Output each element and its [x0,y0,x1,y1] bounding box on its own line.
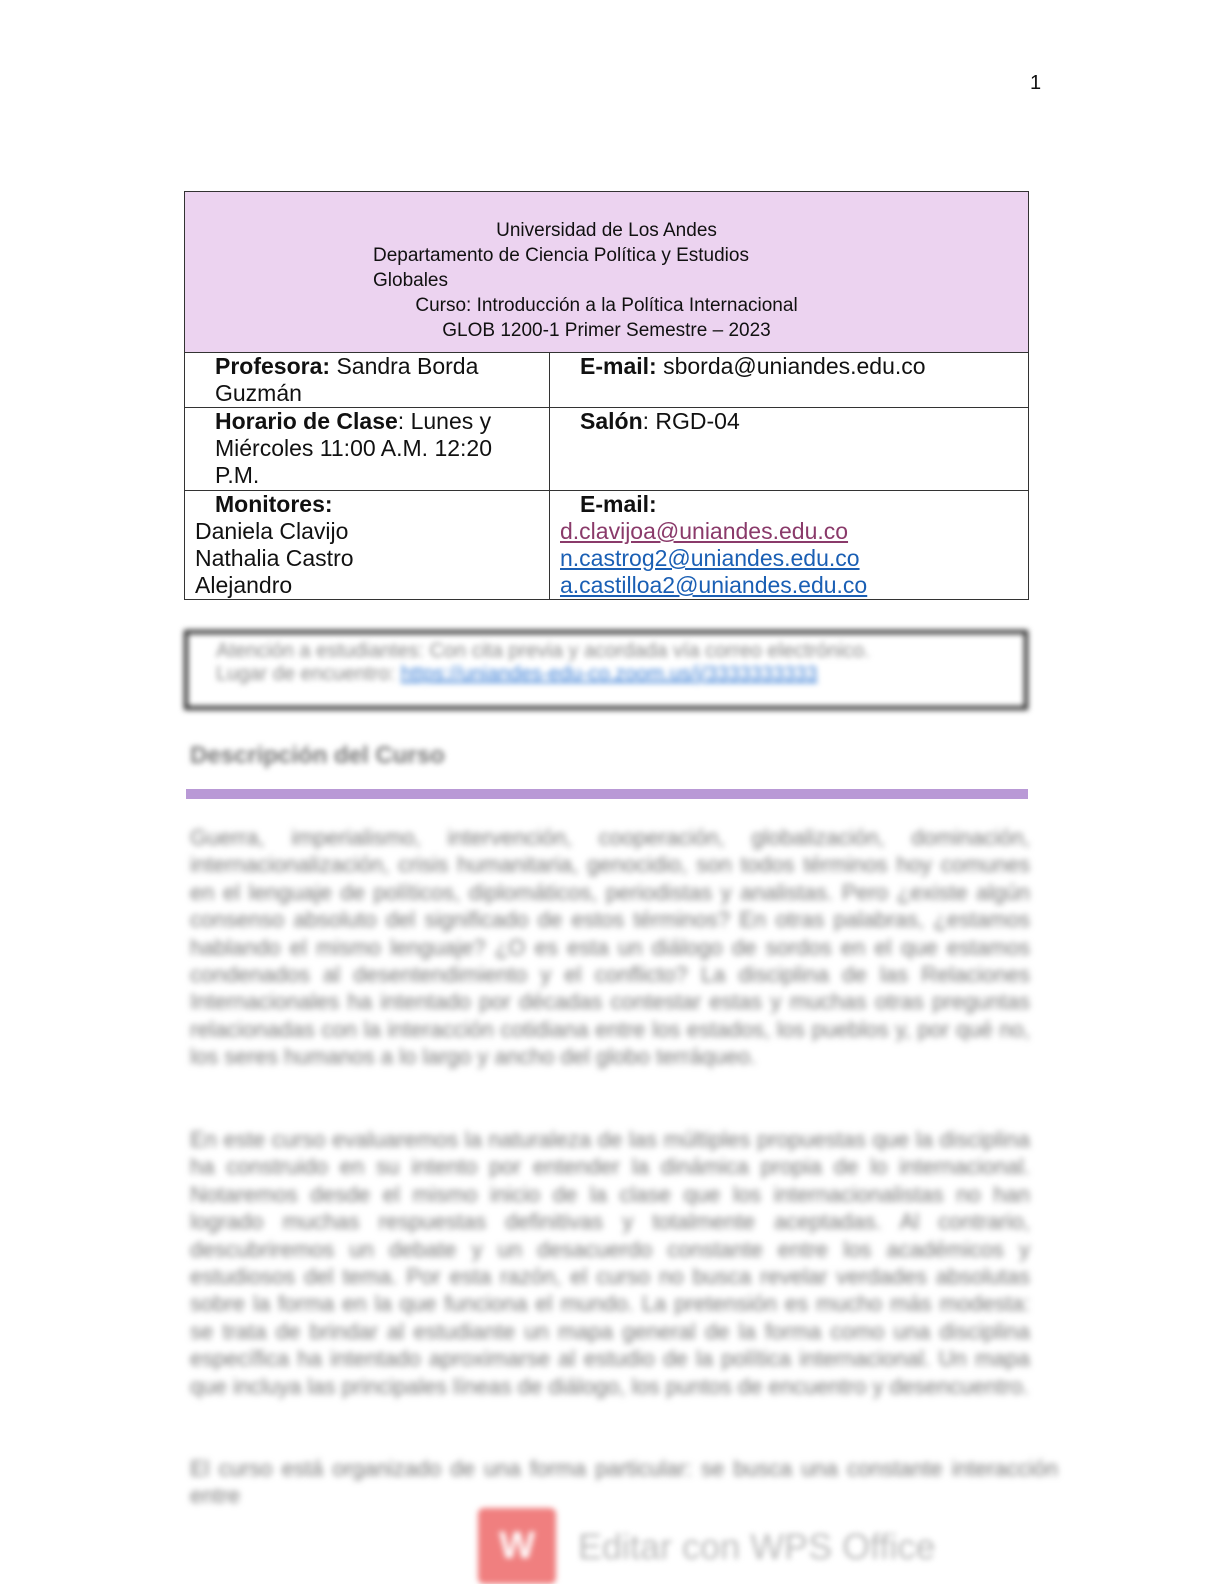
attention-text: Atención a estudiantes: Con cita previa y acordada vía correo electrónico. [216,640,870,662]
course-name: Curso: Introducción a la Política Internacional [415,295,798,316]
schedule-value-line3: P.M. [215,462,260,488]
department-line1: Departamento de Ciencia Política y Estudios [373,245,749,266]
wps-edit-banner[interactable] [478,1508,958,1584]
monitors-label: Monitores: [215,491,333,517]
monitor-email-link[interactable]: n.castrog2@uniandes.edu.co [560,545,860,571]
section-title: Descripción del Curso [190,742,445,769]
course-info-table [184,191,1029,600]
professor-cell [185,353,550,408]
professor-email: sborda@uniandes.edu.co [663,353,926,379]
monitor-name: Alejandro [195,572,293,598]
monitors-email-label: E-mail: [580,491,657,517]
email-label: E-mail: [580,353,657,379]
schedule-cell [185,408,550,491]
room-label: Salón [580,408,643,434]
monitor-name: Daniela Clavijo [195,518,349,544]
room-cell [550,408,1029,491]
zoom-link[interactable]: https://uniandes-edu-co.zoom.us/j/3333333333 [400,663,818,685]
university-name: Universidad de Los Andes [496,220,717,241]
monitor-name: Nathalia Castro [195,545,354,571]
monitor-email-link[interactable]: d.clavijoa@uniandes.edu.co [560,518,849,544]
course-code: GLOB 1200-1 Primer Semestre – 2023 [442,320,771,341]
course-header [185,192,1029,353]
professor-name-line2: Guzmán [215,380,302,406]
attention-box [184,630,1028,710]
professor-email-cell [550,353,1029,408]
room-value: : RGD-04 [642,408,740,434]
description-paragraph: El curso está organizado de una forma particular: se busca una constante interacción entre [190,1456,1058,1509]
schedule-value-line2: Miércoles 11:00 A.M. 12:20 [215,435,492,461]
wps-edit-label: Editar con WPS Office [578,1526,936,1567]
description-paragraph: Guerra, imperialismo, intervención, cooperación, globalización, dominación, internacionalización, crisis humanitaria, genocidio, son todos términos hoy comunes en el lenguaje de políticos, diplomáticos, periodistas y analistas. Pero ¿existe algún consenso absoluto del significado de estos términos? En otras palabras, ¿estamos hablando el mismo lenguaje? ¿O es esta un diálogo de sordos en el que estamos condenados al desentendimiento y el conflicto? La disciplina de las Relaciones Internacionales ha intentado por décadas contestar estas y muchas otras preguntas relacionadas con la interacción cotidiana entre los estados, los pueblos y, por qué no, los seres humanos a lo largo y ancho del globo terráqueo. [190,825,1030,1070]
monitor-email-link[interactable]: a.castilloa2@uniandes.edu.co [560,572,868,598]
department-line2: Globales [373,270,448,291]
professor-name-line1: Sandra Borda [336,353,479,379]
professor-label: Profesora: [215,353,331,379]
monitors-cell [185,491,550,600]
section-divider [186,789,1028,799]
schedule-value-line1: : Lunes y [397,408,492,434]
monitors-email-cell [550,491,1029,600]
wps-logo-icon: W [478,1508,556,1584]
page-number: 1 [1030,72,1042,94]
description-paragraph: En este curso evaluaremos la naturaleza de las múltiples propuestas que la disciplina ha construido en su intento por entender la dinámica propia de lo internacional. Notaremos desde el mismo inicio de la clase que los internacionalistas no han logrado muchas respuestas definitivas y totalmente aceptadas. Al contrario, descubriremos un debate y un desacuerdo constante entre los académicos y estudiosos del tema. Por esta razón, el curso no busca revelar verdades absolutas sobre la forma en la que funciona el mundo. La pretensión es mucho más modesta: se trata de brindar al estudiante un mapa general de la forma como una disciplina específica ha intentado aproximarse al estudio de la política internacional. Un mapa que incluya las principales líneas de diálogo, los puntos de encuentro y desencuentro. [190,1127,1030,1399]
schedule-label: Horario de Clase [215,408,398,434]
meeting-place-label: Lugar de encuentro: [216,663,396,685]
